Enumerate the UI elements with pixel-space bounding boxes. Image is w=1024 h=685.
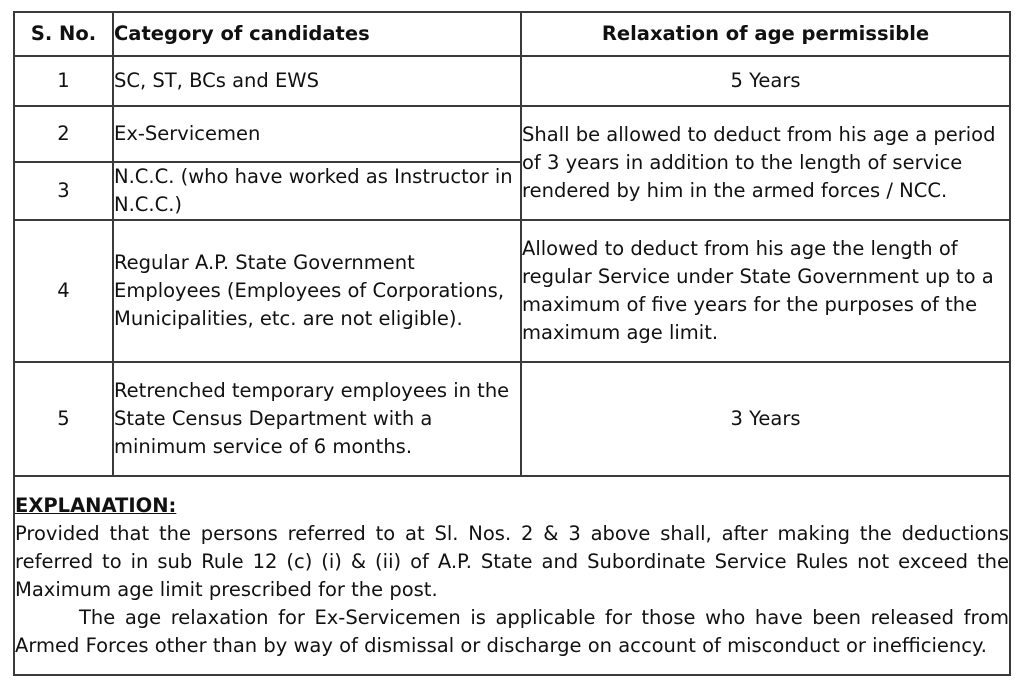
row-relaxation: 5 Years [521, 56, 1010, 106]
header-sno: S. No. [14, 12, 113, 56]
row-sno: 2 [14, 106, 113, 162]
explanation-paragraph-2: The age relaxation for Ex-Servicemen is applicable for those who have been released from Armed Forces other than by way of dismissal or discharge on account of misconduct or inefficiency. [15, 605, 1009, 657]
row-relaxation: Shall be allowed to deduct from his age a period of 3 years in addition to the length of service rendered by him in the armed forces / NCC. [521, 106, 1010, 220]
explanation-heading: EXPLANATION: [15, 493, 177, 517]
header-relaxation: Relaxation of age permissible [521, 12, 1010, 56]
table-row [14, 106, 1010, 162]
age-relaxation-table [13, 11, 1011, 676]
table-row [14, 220, 1010, 362]
header-category: Category of candidates [113, 12, 521, 56]
explanation-cell [14, 476, 1010, 675]
row-category: N.C.C. (who have worked as Instructor in N.C.C.) [113, 162, 521, 220]
row-sno: 4 [14, 220, 113, 362]
row-relaxation: Allowed to deduct from his age the length of regular Service under State Government up to a maximum of five years for the purposes of the maximum age limit. [521, 220, 1010, 362]
row-sno: 5 [14, 362, 113, 476]
row-relaxation: 3 Years [521, 362, 1010, 476]
row-category: Retrenched temporary employees in the State Census Department with a minimum service of 6 months. [113, 362, 521, 476]
row-sno: 3 [14, 162, 113, 220]
row-sno: 1 [14, 56, 113, 106]
table-row [14, 56, 1010, 106]
table-header-row [14, 12, 1010, 56]
row-category: Ex-Servicemen [113, 106, 521, 162]
explanation-paragraph-1: Provided that the persons referred to at Sl. Nos. 2 & 3 above shall, after making the deductions referred to in sub Rule 12 (c) (i) & (ii) of A.P. State and Subordinate Service Rules not exceed the Maximum age limit prescribed for the post. [15, 521, 1009, 601]
row-category: Regular A.P. State Government Employees (Employees of Corporations, Municipalities, etc. are not eligible). [113, 220, 521, 362]
explanation-row [14, 476, 1010, 675]
row-category: SC, ST, BCs and EWS [113, 56, 521, 106]
table-row [14, 362, 1010, 476]
